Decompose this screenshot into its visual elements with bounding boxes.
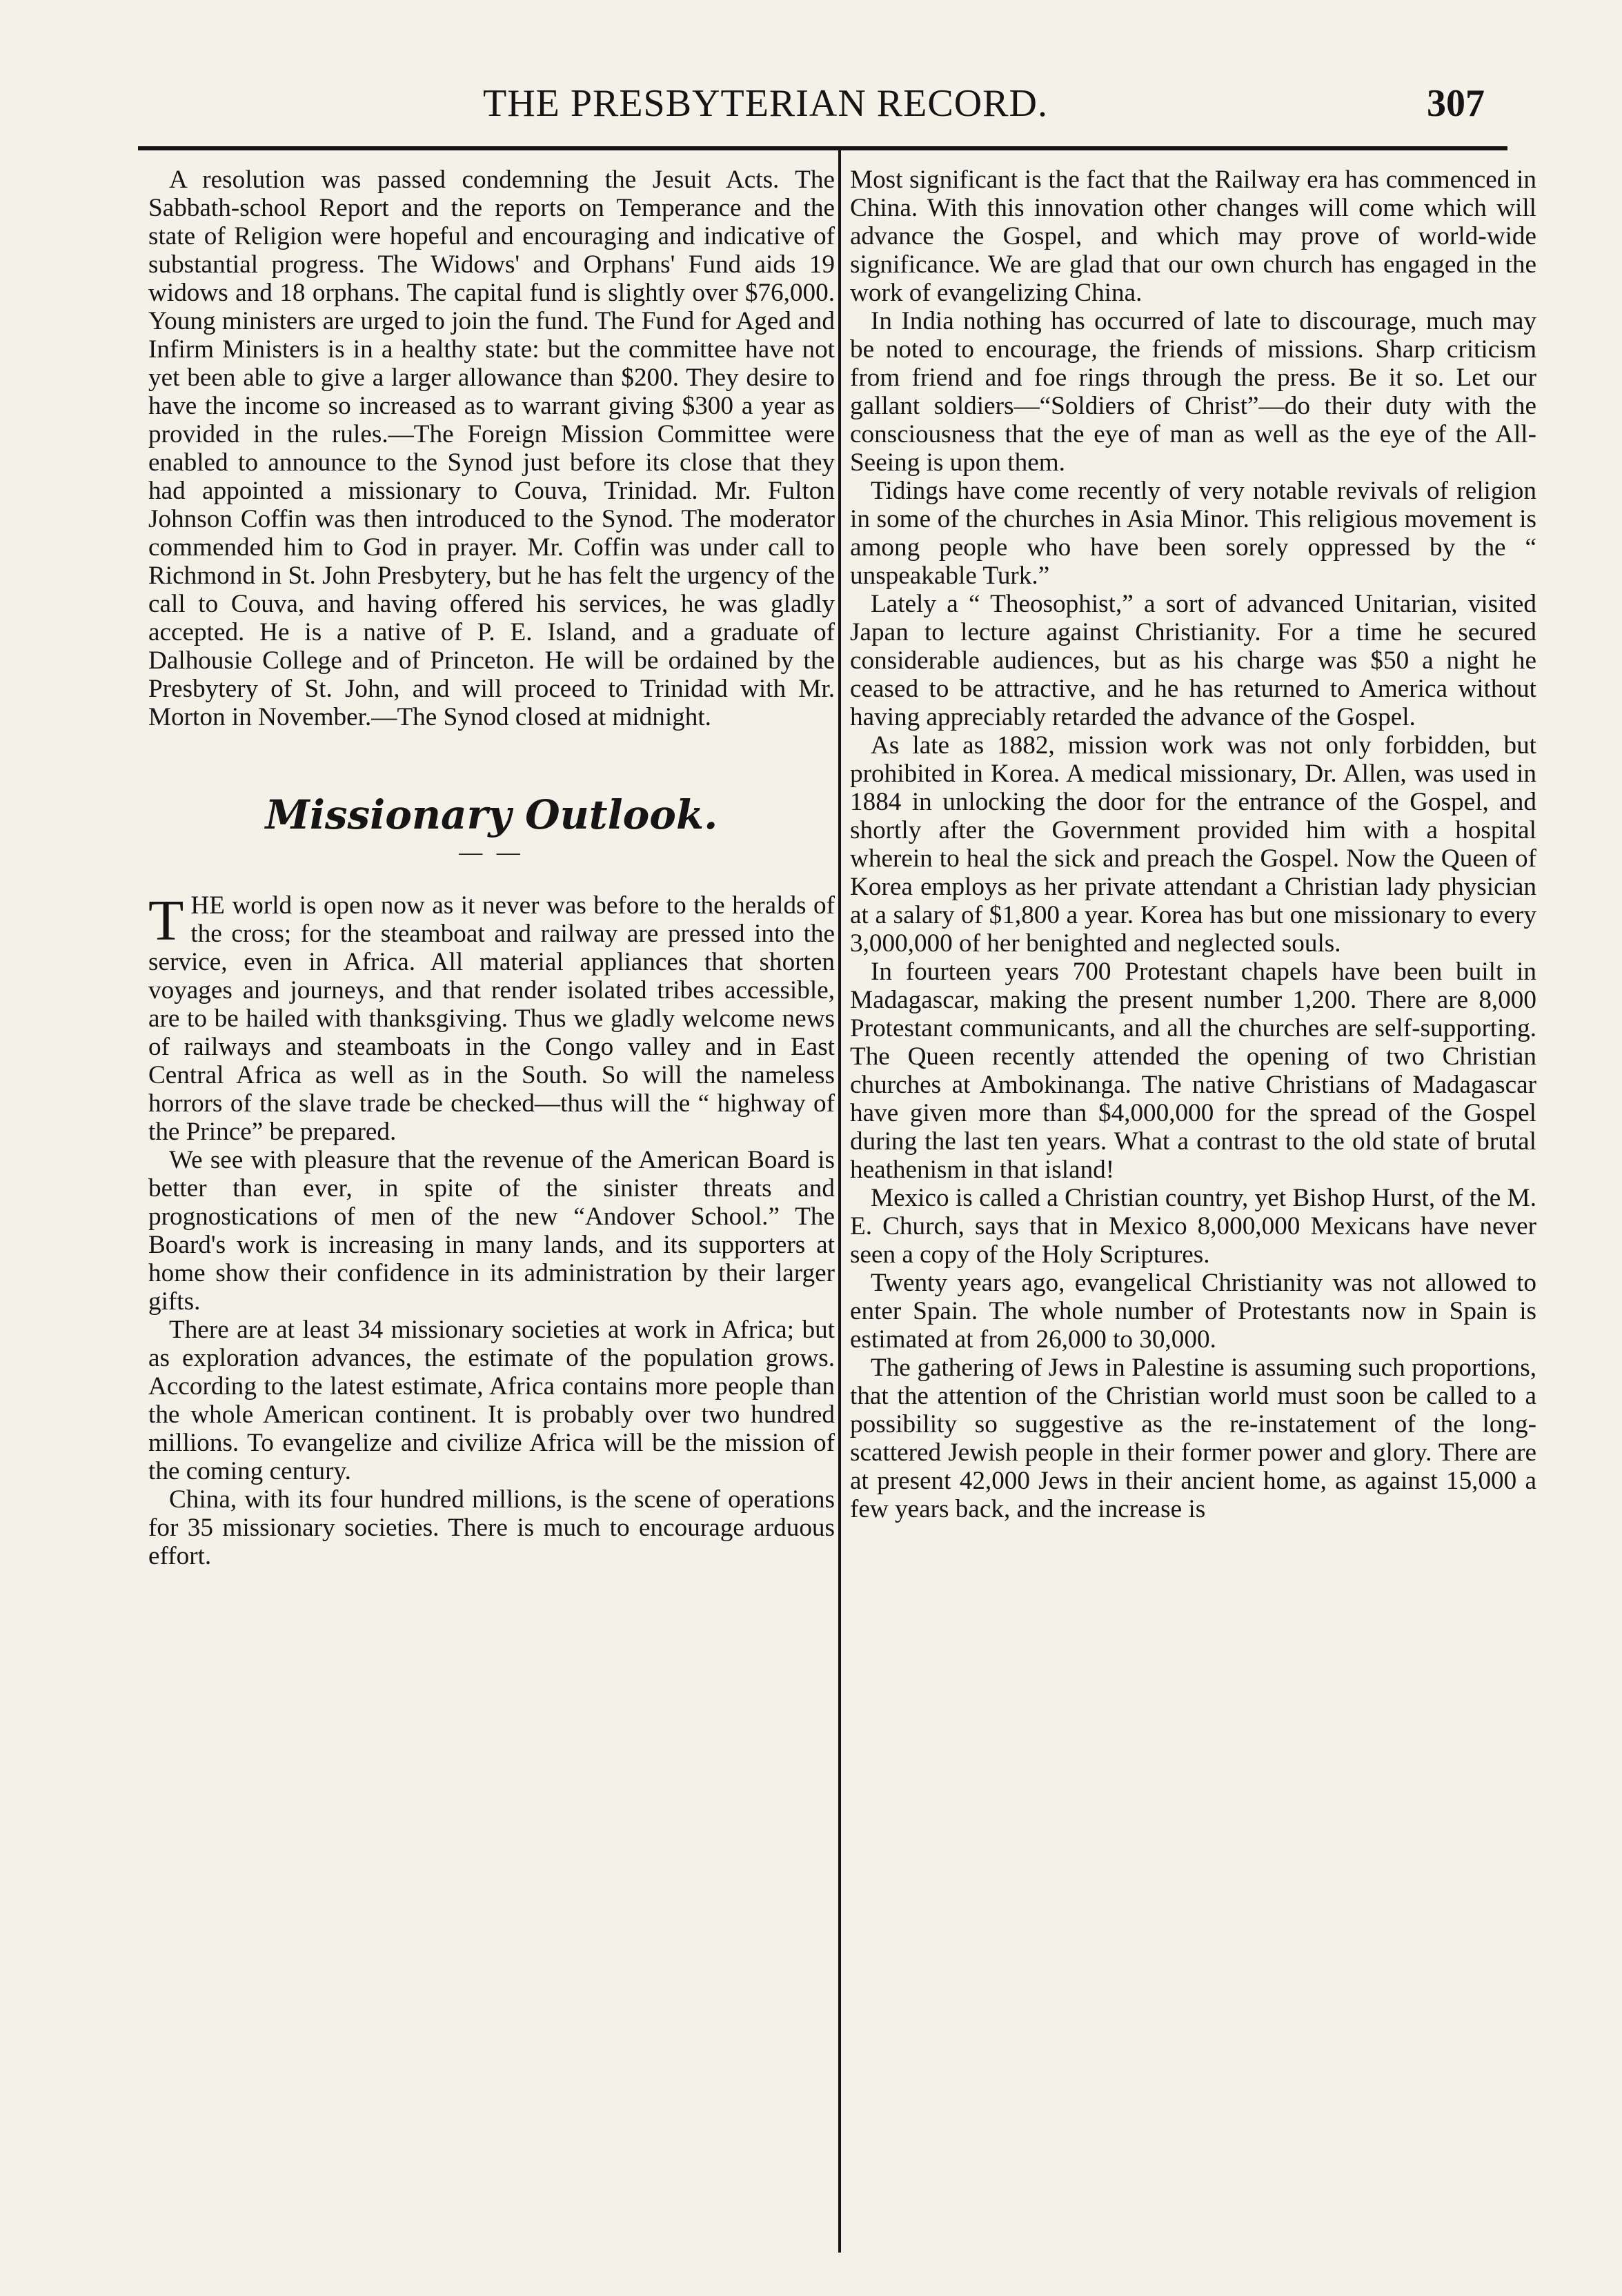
madagascar-paragraph: In fourteen years 700 Protestant chapels have been built in Madagascar, making the present number 1,200. There are 8,000 Protestant communicants, and all the churches are self-supporting. The Queen recently attended the opening of two Christian churches at Ambokinanga. The native Christians of Madagascar have given more than $4,000,000 for the spread of the Gospel during the last ten years. What a contrast to the old state of brutal heathenism in that island! xyxy=(850,958,1536,1184)
heading-ornament: — — xyxy=(459,840,524,865)
header-rule xyxy=(138,146,1507,150)
asia-minor-paragraph: Tidings have come recently of very notable revivals of religion in some of the churches in Asia Minor. This religious movement is among people who have been sorely oppressed by the “ unspeakable Turk.” xyxy=(850,477,1536,590)
india-paragraph: In India nothing has occurred of late to discourage, much may be noted to encourage, the friends of missions. Sharp criticism from friend and foe rings through the press. Be it so. Let our gallant soldiers—“Soldiers of Christ”—do their duty with the consciousness that the eye of man as well as the eye of the All-Seeing is upon them. xyxy=(850,307,1536,477)
running-head xyxy=(0,81,1622,130)
opening-paragraph xyxy=(148,891,835,1146)
mexico-paragraph: Mexico is called a Christian country, yet Bishop Hurst, of the M. E. Church, says that in Mexico 8,000,000 Mexicans have never seen a copy of the Holy Scriptures. xyxy=(850,1184,1536,1269)
opening-paragraph-text: HE world is open now as it never was before to the heralds of the cross; for the steamboat and railway are pressed into the service, even in Africa. All material appliances that shorten voyages and journeys, and that render isolated tribes accessible, are to be hailed with thanksgiving. Thus we gladly welcome news of railways and steamboats in the Congo valley and in East Central Africa as well as in the South. So will the nameless horrors of the slave trade be checked—thus will the “ highway of the Prince” be prepared. xyxy=(148,891,835,1146)
china-railway-paragraph: Most significant is the fact that the Railway era has commenced in China. With this innovation other changes will come which will advance the Gospel, and which may prove of world-wide significance. We are glad that our own church has engaged in the work of evangelizing China. xyxy=(850,166,1536,307)
drop-cap: T xyxy=(148,889,184,953)
palestine-paragraph: The gathering of Jews in Palestine is assuming such proportions, that the attention of the Christian world must soon be called to a possibility so suggestive as the re-instatement of the long-scattered Jewish people in their former power and glory. There are at present 42,000 Jews in their ancient home, as against 15,000 a few years back, and the increase is xyxy=(850,1354,1536,1523)
right-column xyxy=(850,166,1536,1523)
column-divider xyxy=(838,148,841,2253)
page-number: 307 xyxy=(1427,82,1485,125)
spain-paragraph: Twenty years ago, evangelical Christianity was not allowed to enter Spain. The whole number of Protestants now in Spain is estimated at from 26,000 to 30,000. xyxy=(850,1269,1536,1354)
american-board-paragraph: We see with pleasure that the revenue of the American Board is better than ever, in spite of the sinister threats and prognostications of men of the new “Andover School.” The Board's work is increasing in many lands, and its supporters at home show their confidence in its administration by their larger gifts. xyxy=(148,1146,835,1316)
korea-paragraph: As late as 1882, mission work was not only forbidden, but prohibited in Korea. A medical missionary, Dr. Allen, was used in 1884 in unlocking the door for the entrance of the Gospel, and shortly after the Government provided him with a hospital wherein to heal the sick and preach the Gospel. Now the Queen of Korea employs as her private attendant a Christian lady physician at a salary of $1,800 a year. Korea has but one missionary to every 3,000,000 of her benighted and neglected souls. xyxy=(850,731,1536,958)
synod-report-paragraph: A resolution was passed condemning the Jesuit Acts. The Sabbath-school Report and the reports on Temperance and the state of Religion were hopeful and encouraging and indicative of substantial progress. The Widows' and Orphans' Fund aids 19 widows and 18 orphans. The capital fund is slightly over $76,000. Young ministers are urged to join the fund. The Fund for Aged and Infirm Ministers is in a healthy state: but the committee have not yet been able to give a larger allowance than $200. They desire to have the income so increased as to warrant giving $300 a year as provided in the rules.—The Foreign Mission Committee were enabled to announce to the Synod just before its close that they had appointed a missionary to Couva, Trinidad. Mr. Fulton Johnson Coffin was then introduced to the Synod. The moderator commended him to God in prayer. Mr. Coffin was under call to Richmond in St. John Presbytery, but he has felt the urgency of the call to Couva, and having offered his services, he was gladly accepted. He is a native of P. E. Island, and a graduate of Dalhousie College and of Princeton. He will be ordained by the Presbytery of St. John, and will proceed to Trinidad with Mr. Morton in November.—The Synod closed at midnight. xyxy=(148,166,835,731)
section-heading: Missionary Outlook. xyxy=(265,791,718,838)
publication-title: THE PRESBYTERIAN RECORD. xyxy=(483,82,1048,125)
left-column xyxy=(148,166,835,1570)
china-paragraph: China, with its four hundred millions, is the scene of operations for 35 missionary societies. There is much to encourage arduous effort. xyxy=(148,1485,835,1570)
japan-paragraph: Lately a “ Theosophist,” a sort of advanced Unitarian, visited Japan to lecture against Christianity. For a time he secured considerable audiences, but as his charge was $50 a night he ceased to be attractive, and he has returned to America without having appreciably retarded the advance of the Gospel. xyxy=(850,590,1536,731)
africa-paragraph: There are at least 34 missionary societies at work in Africa; but as exploration advances, the estimate of the population grows. According to the latest estimate, Africa contains more people than the whole American continent. It is probably over two hundred millions. To evangelize and civilize Africa will be the mission of the coming century. xyxy=(148,1316,835,1485)
